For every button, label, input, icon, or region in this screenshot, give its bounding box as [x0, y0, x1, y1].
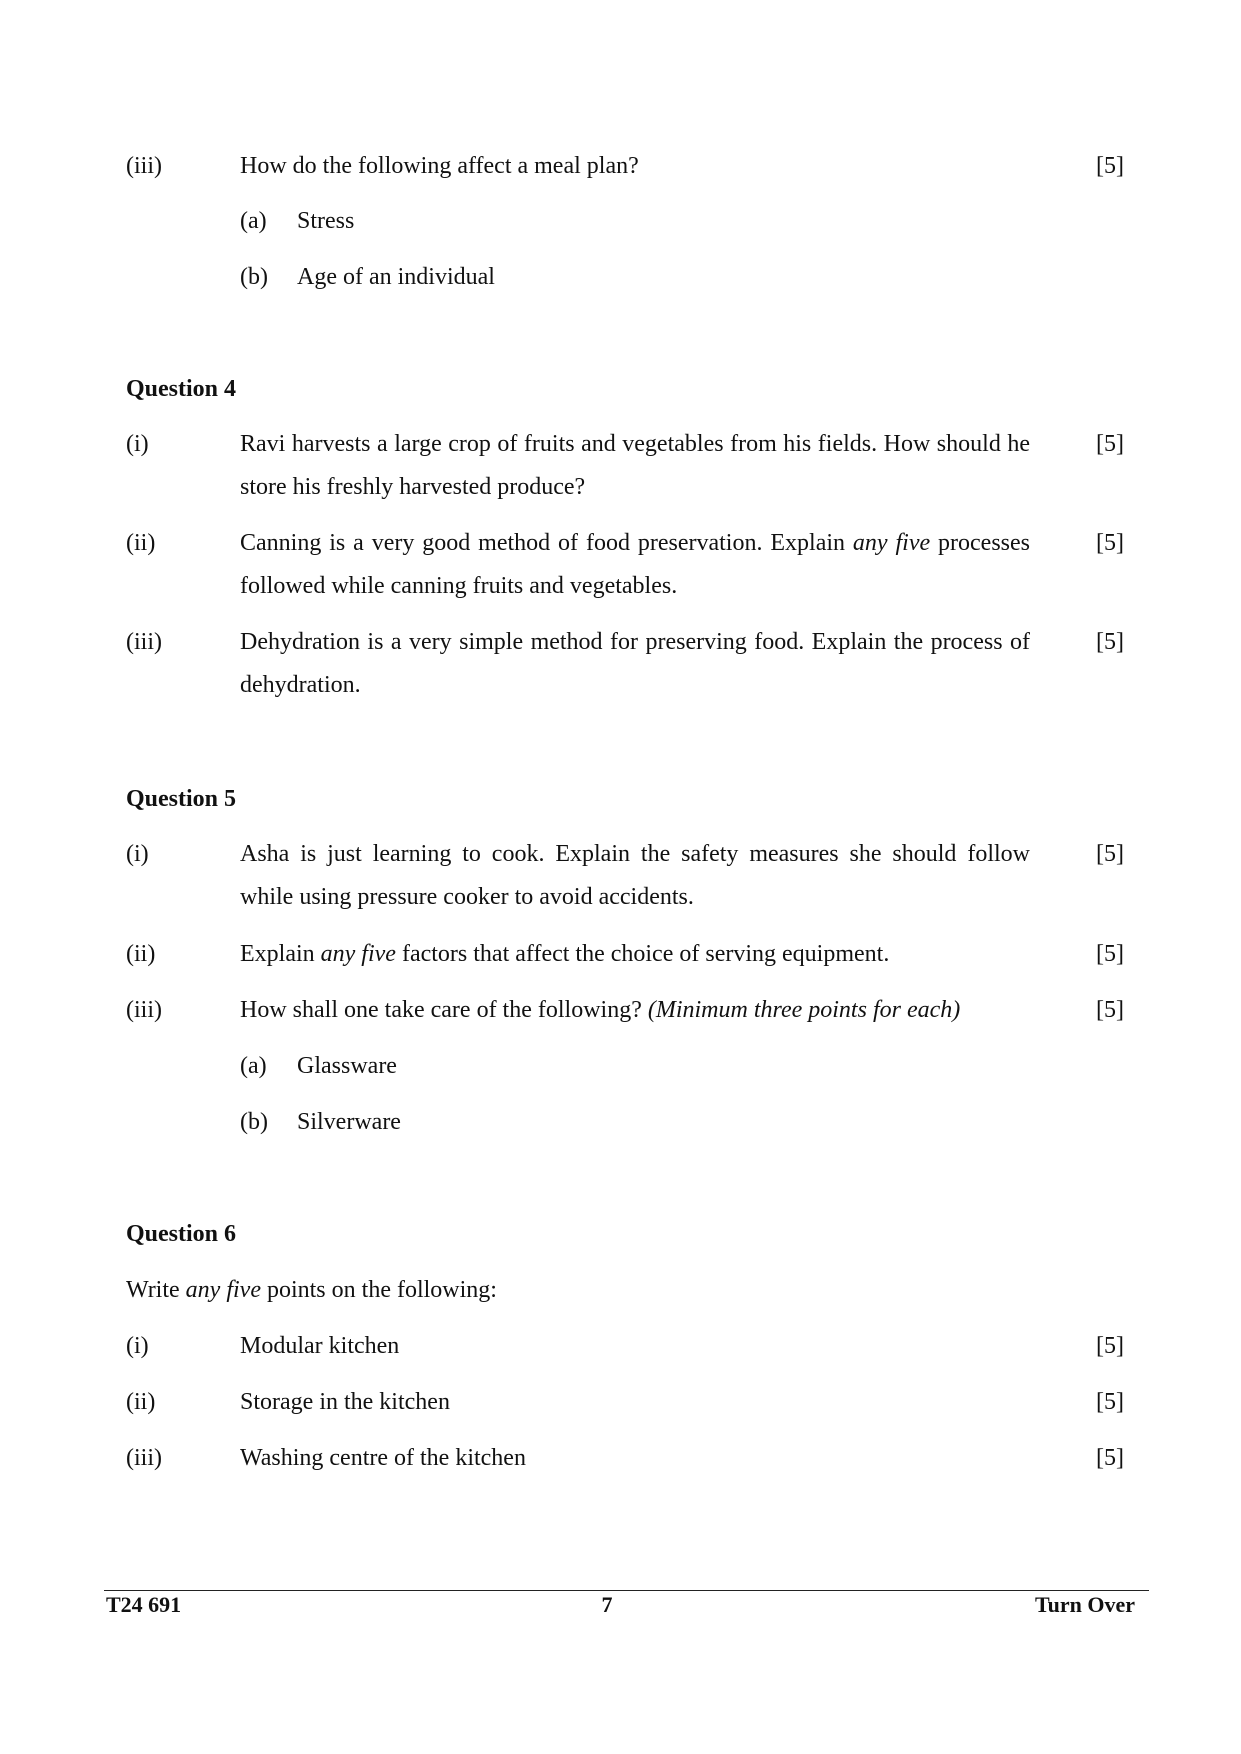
q4-iii-number: (iii) — [126, 629, 162, 655]
q6-i-number: (i) — [126, 1333, 149, 1359]
q6-i-marks: [5] — [1096, 1333, 1124, 1359]
q6-i-text: Modular kitchen — [240, 1333, 400, 1359]
page-number: 7 — [601, 1592, 613, 1617]
q6-ii-number: (ii) — [126, 1389, 156, 1415]
q4-i-number: (i) — [126, 431, 149, 457]
q5-iii-number: (iii) — [126, 997, 162, 1023]
q3-iii-a-label: (a) — [240, 208, 267, 234]
emphasis-any-five: any five — [320, 941, 396, 967]
q4-i-text: Ravi harvests a large crop of fruits and vegetables from his fields. How should he store his freshly harvested produce? — [240, 431, 1030, 500]
q5-iii-b-text: Silverware — [297, 1109, 401, 1135]
q6-intro: Write any five points on the following: — [126, 1277, 497, 1303]
emphasis-any-five: any five — [185, 1277, 261, 1303]
question-6-heading: Question 6 — [126, 1221, 237, 1247]
q6-ii-marks: [5] — [1096, 1389, 1124, 1415]
q6-iii-text: Washing centre of the kitchen — [240, 1445, 526, 1471]
q5-iii-a-text: Glassware — [297, 1053, 397, 1079]
q5-ii-marks: [5] — [1096, 941, 1124, 967]
q5-i-marks: [5] — [1096, 841, 1124, 867]
q3-iii-number: (iii) — [126, 153, 162, 179]
question-4-heading: Question 4 — [126, 376, 237, 402]
q4-ii-text: Canning is a very good method of food preservation. Explain any five processes followed while canning fruits and vegetables. — [240, 530, 1030, 599]
q4-i-marks: [5] — [1096, 431, 1124, 457]
q5-iii-a-label: (a) — [240, 1053, 267, 1079]
turn-over-label: Turn Over — [1034, 1592, 1135, 1617]
q5-iii-marks: [5] — [1096, 997, 1124, 1023]
q3-iii-text: How do the following affect a meal plan? — [240, 153, 639, 179]
q5-i-text: Asha is just learning to cook. Explain the safety measures she should follow while using pressure cooker to avoid accidents. — [240, 841, 1030, 910]
q5-ii-text: Explain any five factors that affect the choice of serving equipment. — [240, 941, 890, 967]
q3-iii-a-text: Stress — [297, 208, 355, 234]
q6-iii-marks: [5] — [1096, 1445, 1124, 1471]
emphasis-any-five: any five — [852, 530, 931, 556]
paper-code: T24 691 — [106, 1592, 182, 1617]
q4-iii-text: Dehydration is a very simple method for preserving food. Explain the process of dehydration. — [240, 629, 1030, 698]
question-5-heading: Question 5 — [126, 786, 237, 812]
q4-ii-marks: [5] — [1096, 530, 1124, 556]
q5-i-number: (i) — [126, 841, 149, 867]
q3-iii-b-label: (b) — [240, 264, 268, 290]
q5-iii-b-label: (b) — [240, 1109, 268, 1135]
q5-iii-text: How shall one take care of the following? (Minimum three points for each) — [240, 997, 961, 1023]
q3-iii-marks: [5] — [1096, 153, 1124, 179]
q3-iii-b-text: Age of an individual — [297, 264, 495, 290]
q6-ii-text: Storage in the kitchen — [240, 1389, 450, 1415]
q4-iii-marks: [5] — [1096, 629, 1124, 655]
q6-iii-number: (iii) — [126, 1445, 162, 1471]
emphasis-instruction: (Minimum three points for each) — [647, 997, 961, 1023]
q4-ii-number: (ii) — [126, 530, 156, 556]
q5-ii-number: (ii) — [126, 941, 156, 967]
